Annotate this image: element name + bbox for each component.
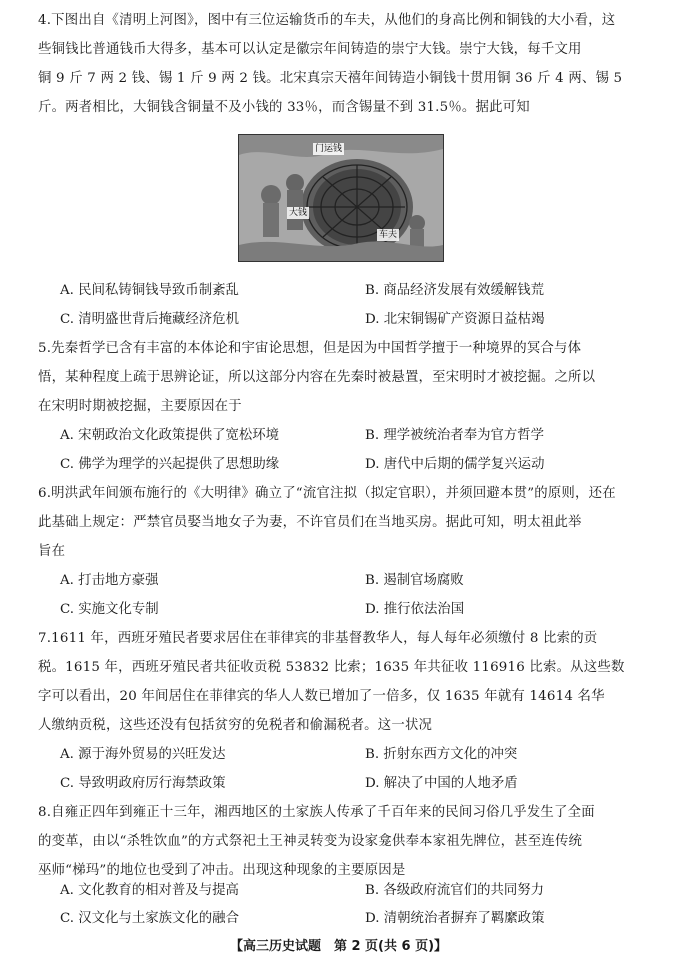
- q4-options-row-1: [60, 276, 650, 305]
- q7-option-b[interactable]: B. 折射东西方文化的冲突: [365, 747, 518, 762]
- q4-option-d[interactable]: D. 北宋铜锡矿产资源日益枯竭: [365, 312, 545, 327]
- q4-option-a[interactable]: A. 民间私铸铜钱导致币制紊乱: [60, 283, 239, 298]
- q5-line: 在宋明时期被挖掘，主要原因在于: [38, 399, 242, 414]
- q4-line: 铜 9 斤 7 两 2 钱、锡 1 斤 9 两 2 钱。北宋真宗天禧年间铸造小铜钱十贯用铜 36 斤 4 两、锡 5: [38, 71, 623, 86]
- q6-options-row-2: [60, 595, 650, 624]
- q4-option-b[interactable]: B. 商品经济发展有效缓解钱荒: [365, 283, 545, 298]
- figure-label-money-transport: 门运钱: [315, 144, 343, 154]
- q5-options-row-1: [60, 421, 650, 450]
- q8-options-row-1: [60, 876, 650, 905]
- question-6-stem: [38, 479, 650, 566]
- q8-option-d[interactable]: D. 清朝统治者摒弃了羁縻政策: [365, 911, 545, 926]
- q7-option-c[interactable]: C. 导致明政府厉行海禁政策: [60, 776, 226, 791]
- question-8-stem: [38, 798, 650, 885]
- q4-line: 4.下图出自《清明上河图》，图中有三位运输货币的车夫，从他们的身高比例和铜钱的大小看，这: [38, 13, 616, 28]
- q6-line: 6.明洪武年间颁布施行的《大明律》确立了“流官注拟（拟定官职），并须回避本贯”的原则，还在: [38, 486, 616, 501]
- question-4-stem: [38, 6, 650, 122]
- q5-line: 悟，某种程度上疏于思辨论证，所以这部分内容在先秦时被悬置，至宋明时才被挖掘。之所以: [38, 370, 596, 385]
- q7-line: 7.1611 年，西班牙殖民者要求居住在菲律宾的非基督教华人，每人每年必须缴付 8 比索的贡: [38, 631, 598, 646]
- q7-option-d[interactable]: D. 解决了中国的人地矛盾: [365, 776, 518, 791]
- q8-line: 巫师“梯玛”的地位也受到了冲击。出现这种现象的主要原因是: [38, 863, 406, 878]
- q5-options-row-2: [60, 450, 650, 479]
- q8-option-c[interactable]: C. 汉文化与土家族文化的融合: [60, 911, 239, 926]
- q8-line: 的变革，由以“杀牲饮血”的方式祭祀土王神灵转变为设家龛供奉本家祖先牌位，甚至连传统: [38, 834, 583, 849]
- figure-label-big-coin: 大钱: [289, 208, 308, 218]
- q7-line: 人缴纳贡税，这些还没有包括贫穷的免税者和偷漏税者。这一状况: [38, 718, 433, 733]
- q4-option-c[interactable]: C. 清明盛世背后掩藏经济危机: [60, 312, 239, 327]
- q7-options-row-1: [60, 740, 650, 769]
- q8-option-a[interactable]: A. 文化教育的相对普及与提高: [60, 883, 239, 898]
- question-7-stem: [38, 624, 650, 740]
- q7-option-a[interactable]: A. 源于海外贸易的兴旺发达: [60, 747, 226, 762]
- q6-options-row-1: [60, 566, 650, 595]
- q5-option-c[interactable]: C. 佛学为理学的兴起提供了思想助缘: [60, 457, 280, 472]
- q6-line: 此基础上规定：严禁官员娶当地女子为妻，不许官员们在当地买房。据此可知，明太祖此举: [38, 515, 582, 530]
- q8-option-b[interactable]: B. 各级政府流官们的共同努力: [365, 883, 545, 898]
- q7-line: 字可以看出，20 年间居住在菲律宾的华人人数已增加了一倍多，仅 1635 年就有 14614 名华: [38, 689, 605, 704]
- figure-label-carter: 车夫: [379, 230, 398, 240]
- q4-line: 些铜钱比普通钱币大得多，基本可以认定是徽宗年间铸造的崇宁大钱。崇宁大钱，每千文用: [38, 42, 582, 57]
- question-5-stem: [38, 334, 650, 421]
- q6-option-d[interactable]: D. 推行依法治国: [365, 602, 465, 617]
- q5-option-a[interactable]: A. 宋朝政治文化政策提供了宽松环境: [60, 428, 280, 443]
- q5-option-d[interactable]: D. 唐代中后期的儒学复兴运动: [365, 457, 545, 472]
- q4-options-row-2: [60, 305, 650, 334]
- q6-option-a[interactable]: A. 打击地方豪强: [60, 573, 159, 588]
- q6-option-c[interactable]: C. 实施文化专制: [60, 602, 159, 617]
- q7-line: 税。1615 年，西班牙殖民者共征收贡税 53832 比索；1635 年共征收 116916 比索。从这些数: [38, 660, 625, 675]
- q8-line: 8.自雍正四年到雍正十三年，湘西地区的土家族人传承了千百年来的民间习俗几乎发生了全面: [38, 805, 595, 820]
- q8-options-row-2: [60, 904, 650, 933]
- q7-options-row-2: [60, 769, 650, 798]
- q6-option-b[interactable]: B. 遏制官场腐败: [365, 573, 464, 588]
- page-footer: 【高三历史试题 第 2 页(共 6 页)】: [229, 939, 448, 954]
- q5-option-b[interactable]: B. 理学被统治者奉为官方哲学: [365, 428, 545, 443]
- q6-line: 旨在: [38, 544, 66, 559]
- qingming-scroll-figure: [238, 134, 444, 262]
- q5-line: 5.先秦哲学已含有丰富的本体论和宇宙论思想，但是因为中国哲学擅于一种境界的冥合与体: [38, 341, 582, 356]
- q4-line: 斤。两者相比，大铜钱含铜量不及小钱的 33％，而含锡量不到 31.5％。据此可知: [38, 100, 530, 115]
